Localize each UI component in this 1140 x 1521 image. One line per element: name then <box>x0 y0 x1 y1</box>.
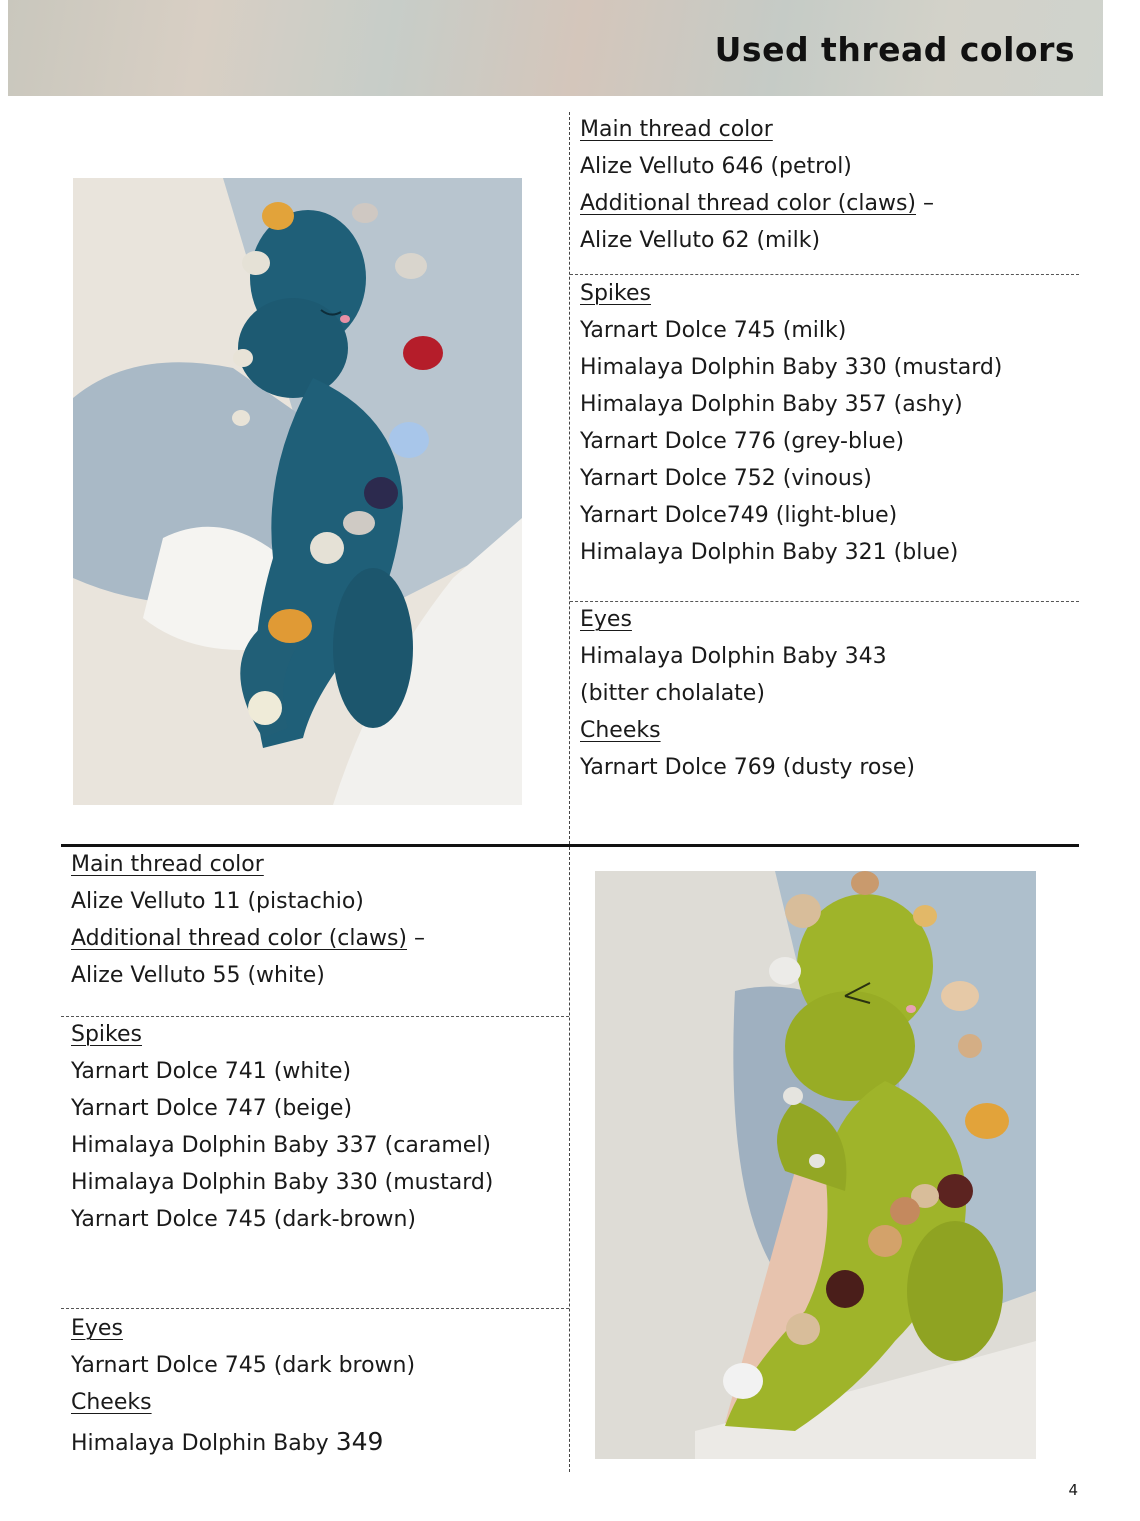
main-thread-label: Main thread color <box>71 852 264 877</box>
list-item: Himalaya Dolphin Baby 321 (blue) <box>580 540 959 565</box>
page-number: 4 <box>1068 1481 1078 1499</box>
column-divider-top <box>569 112 570 844</box>
blue-dino-eyes-cheeks <box>580 601 915 786</box>
blue-dino-photo <box>73 178 522 805</box>
list-item: Himalaya Dolphin Baby 337 (caramel) <box>71 1133 492 1158</box>
list-item: Yarnart Dolce 745 (milk) <box>580 318 847 343</box>
column-divider-bottom <box>569 847 570 1472</box>
green-dino-thread-list <box>71 846 425 994</box>
spikes-label: Spikes <box>71 1022 142 1047</box>
eyes-value: Yarnart Dolce 745 (dark brown) <box>71 1353 416 1378</box>
green-dino-eyes-cheeks <box>71 1310 415 1462</box>
additional-thread-value: Alize Velluto 55 (white) <box>71 963 325 988</box>
list-item: Yarnart Dolce 747 (beige) <box>71 1096 353 1121</box>
additional-thread-label: Additional thread color (claws) <box>580 191 917 216</box>
spikes-label: Spikes <box>580 281 651 306</box>
main-thread-value: Alize Velluto 11 (pistachio) <box>71 889 364 914</box>
cheeks-value: Yarnart Dolce 769 (dusty rose) <box>580 755 915 780</box>
green-dino-spikes-list <box>71 1016 493 1238</box>
eyes-label: Eyes <box>580 607 632 632</box>
additional-thread-value: Alize Velluto 62 (milk) <box>580 228 821 253</box>
page-title: Used thread colors <box>714 30 1075 69</box>
eyes-value: Himalaya Dolphin Baby 343 <box>580 644 887 669</box>
additional-thread-label: Additional thread color (claws) <box>71 926 408 951</box>
eyes-label: Eyes <box>71 1316 123 1341</box>
main-thread-label: Main thread color <box>580 117 773 142</box>
list-item: Yarnart Dolce 776 (grey-blue) <box>580 429 905 454</box>
list-item: Yarnart Dolce749 (light-blue) <box>580 503 898 528</box>
list-item: Yarnart Dolce 745 (dark-brown) <box>71 1207 417 1232</box>
list-item: Yarnart Dolce 741 (white) <box>71 1059 352 1084</box>
cheeks-value-number: 349 <box>335 1427 384 1456</box>
list-item: Himalaya Dolphin Baby 330 (mustard) <box>580 355 1003 380</box>
list-item: Yarnart Dolce 752 (vinous) <box>580 466 872 491</box>
blue-dino-thread-list <box>580 111 934 259</box>
cheeks-label: Cheeks <box>71 1390 152 1415</box>
blue-dino-spikes-list <box>580 275 1002 571</box>
list-item: Himalaya Dolphin Baby 330 (mustard) <box>71 1170 494 1195</box>
additional-dash: – <box>916 191 935 216</box>
eyes-value-cont: (bitter cholalate) <box>580 681 765 706</box>
list-item: Himalaya Dolphin Baby 357 (ashy) <box>580 392 963 417</box>
header-banner <box>8 0 1103 96</box>
green-dino-photo <box>595 871 1036 1459</box>
cheeks-value: Himalaya Dolphin Baby <box>71 1431 336 1456</box>
cheeks-label: Cheeks <box>580 718 661 743</box>
divider-green-eyes <box>61 1308 569 1309</box>
additional-dash: – <box>407 926 426 951</box>
main-thread-value: Alize Velluto 646 (petrol) <box>580 154 852 179</box>
